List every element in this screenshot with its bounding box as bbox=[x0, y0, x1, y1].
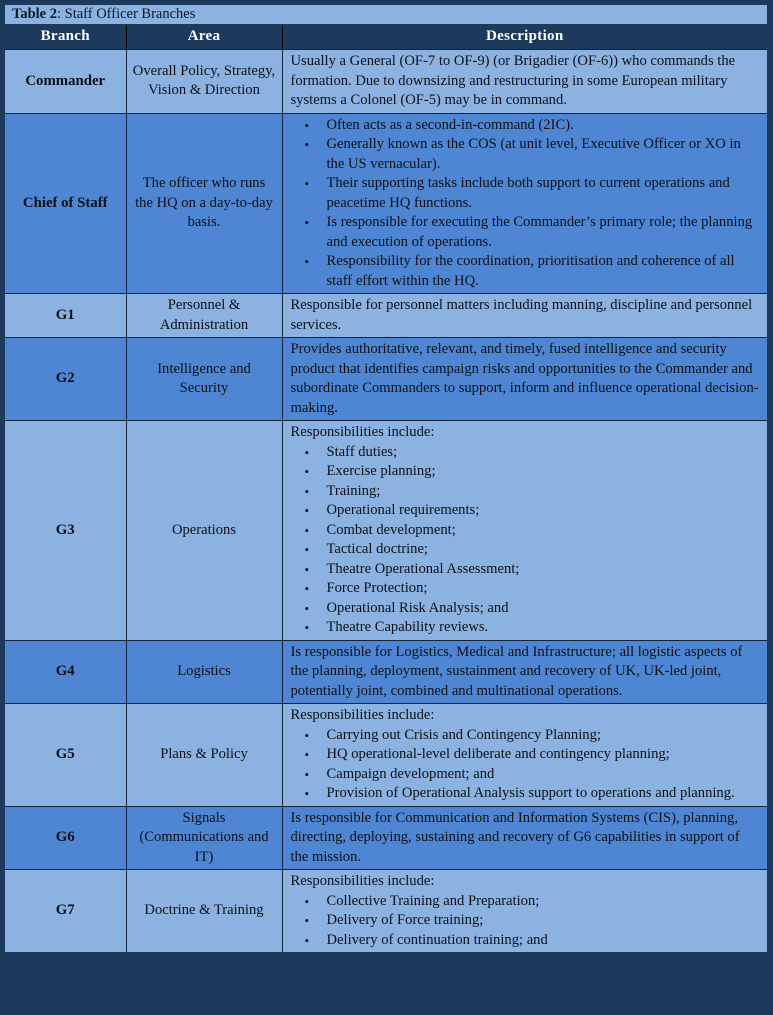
table-row bbox=[5, 806, 767, 870]
description-bullet-item: • Delivery of Force training; bbox=[327, 911, 762, 931]
description-intro: Provides authoritative, relevant, and timely, fused intelligence and security product that identifies campaign risks and opportunities to the Commander and subordinate Commanders to support, inform and influence operational decision-making. bbox=[290, 341, 759, 416]
table-row bbox=[5, 870, 767, 953]
description-bullet-item: • Force Protection; bbox=[327, 579, 762, 599]
description-intro: Is responsible for Communication and Information Systems (CIS), planning, directing, deploying, sustaining and recovery of G6 capabilities in support of the mission. bbox=[290, 809, 740, 865]
description-intro: Is responsible for Logistics, Medical and Infrastructure; all logistic aspects of the planning, deployment, sustainment and recovery of UK, UK-led joint, potentially joint, combined and multinational operations. bbox=[290, 643, 743, 699]
description-bullet-item: • Theatre Operational Assessment; bbox=[327, 560, 762, 580]
description-bullet-item: • Collective Training and Preparation; bbox=[327, 892, 762, 912]
table-row bbox=[5, 294, 767, 338]
cell-description bbox=[282, 338, 767, 421]
description-bullet-item: • Theatre Capability reviews. bbox=[327, 618, 762, 638]
table-caption-text: : Staff Officer Branches bbox=[57, 6, 196, 22]
cell-area: Signals (Communications and IT) bbox=[126, 806, 282, 870]
description-bullet-item: • Often acts as a second-in-command (2IC). bbox=[327, 116, 762, 136]
table-row bbox=[5, 338, 767, 421]
description-bullet-item: • Operational requirements; bbox=[327, 501, 762, 521]
cell-area: Operations bbox=[126, 421, 282, 641]
description-bullet-item: • Training; bbox=[327, 482, 762, 502]
cell-area: Plans & Policy bbox=[126, 704, 282, 807]
table-row bbox=[5, 50, 767, 114]
description-intro: Responsibilities include: bbox=[290, 873, 435, 889]
description-bullet-item: • Tactical doctrine; bbox=[327, 540, 762, 560]
cell-branch: Chief of Staff bbox=[5, 113, 126, 294]
column-header-description: Description bbox=[282, 25, 767, 50]
column-header-branch: Branch bbox=[5, 25, 126, 50]
cell-description bbox=[282, 50, 767, 114]
cell-branch: G2 bbox=[5, 338, 126, 421]
cell-description bbox=[282, 113, 767, 294]
table-row bbox=[5, 704, 767, 807]
description-bullet-item: • Is responsible for executing the Commander’s primary role; the planning and execution of operations. bbox=[327, 213, 762, 252]
description-bullet-item: • Operational Risk Analysis; and bbox=[327, 599, 762, 619]
description-bullet-item: • Campaign development; and bbox=[327, 765, 762, 785]
cell-branch: G5 bbox=[5, 704, 126, 807]
cell-branch: G7 bbox=[5, 870, 126, 953]
table-caption-label: Table 2 bbox=[12, 6, 57, 22]
cell-description bbox=[282, 806, 767, 870]
description-bullet-item: • Carrying out Crisis and Contingency Planning; bbox=[327, 726, 762, 746]
description-intro: Usually a General (OF-7 to OF-9) (or Brigadier (OF-6)) who commands the formation. Due to downsizing and restructuring in some European military systems a Colonel (OF-5) may be in command. bbox=[290, 53, 736, 108]
table-row bbox=[5, 640, 767, 704]
cell-area: Doctrine & Training bbox=[126, 870, 282, 953]
cell-branch: Commander bbox=[5, 50, 126, 114]
cell-branch: G4 bbox=[5, 640, 126, 704]
description-bullet-list bbox=[291, 116, 762, 292]
cell-description bbox=[282, 294, 767, 338]
description-bullet-item: • Exercise planning; bbox=[327, 462, 762, 482]
cell-branch: G3 bbox=[5, 421, 126, 641]
description-intro: Responsibilities include: bbox=[290, 424, 435, 440]
table-row bbox=[5, 113, 767, 294]
table-caption-row bbox=[5, 5, 767, 25]
table-row bbox=[5, 421, 767, 641]
table-header-row bbox=[5, 25, 767, 50]
cell-description bbox=[282, 870, 767, 953]
description-bullet-item: • HQ operational-level deliberate and contingency planning; bbox=[327, 745, 762, 765]
description-bullet-list bbox=[291, 892, 762, 951]
description-bullet-list bbox=[291, 726, 762, 804]
description-intro: Responsible for personnel matters including manning, discipline and personnel services. bbox=[290, 297, 753, 333]
cell-branch: G6 bbox=[5, 806, 126, 870]
cell-area: The officer who runs the HQ on a day-to-day basis. bbox=[126, 113, 282, 294]
cell-branch: G1 bbox=[5, 294, 126, 338]
staff-officer-branches-table bbox=[5, 5, 767, 952]
description-bullet-item: • Responsibility for the coordination, prioritisation and coherence of all staff effort within the HQ. bbox=[327, 252, 762, 291]
description-bullet-item: • Provision of Operational Analysis support to operations and planning. bbox=[327, 784, 762, 804]
cell-area: Overall Policy, Strategy, Vision & Direction bbox=[126, 50, 282, 114]
table-caption bbox=[5, 5, 767, 25]
description-bullet-item: • Their supporting tasks include both support to current operations and peacetime HQ functions. bbox=[327, 174, 762, 213]
description-bullet-item: • Combat development; bbox=[327, 521, 762, 541]
cell-description bbox=[282, 704, 767, 807]
column-header-area: Area bbox=[126, 25, 282, 50]
cell-area: Logistics bbox=[126, 640, 282, 704]
description-intro: Responsibilities include: bbox=[290, 707, 435, 723]
description-bullet-item: • Delivery of continuation training; and bbox=[327, 931, 762, 951]
cell-description bbox=[282, 640, 767, 704]
cell-description bbox=[282, 421, 767, 641]
description-bullet-item: • Staff duties; bbox=[327, 443, 762, 463]
description-bullet-item: • Generally known as the COS (at unit level, Executive Officer or XO in the US vernacular). bbox=[327, 135, 762, 174]
description-bullet-list bbox=[291, 443, 762, 638]
cell-area: Personnel & Administration bbox=[126, 294, 282, 338]
cell-area: Intelligence and Security bbox=[126, 338, 282, 421]
